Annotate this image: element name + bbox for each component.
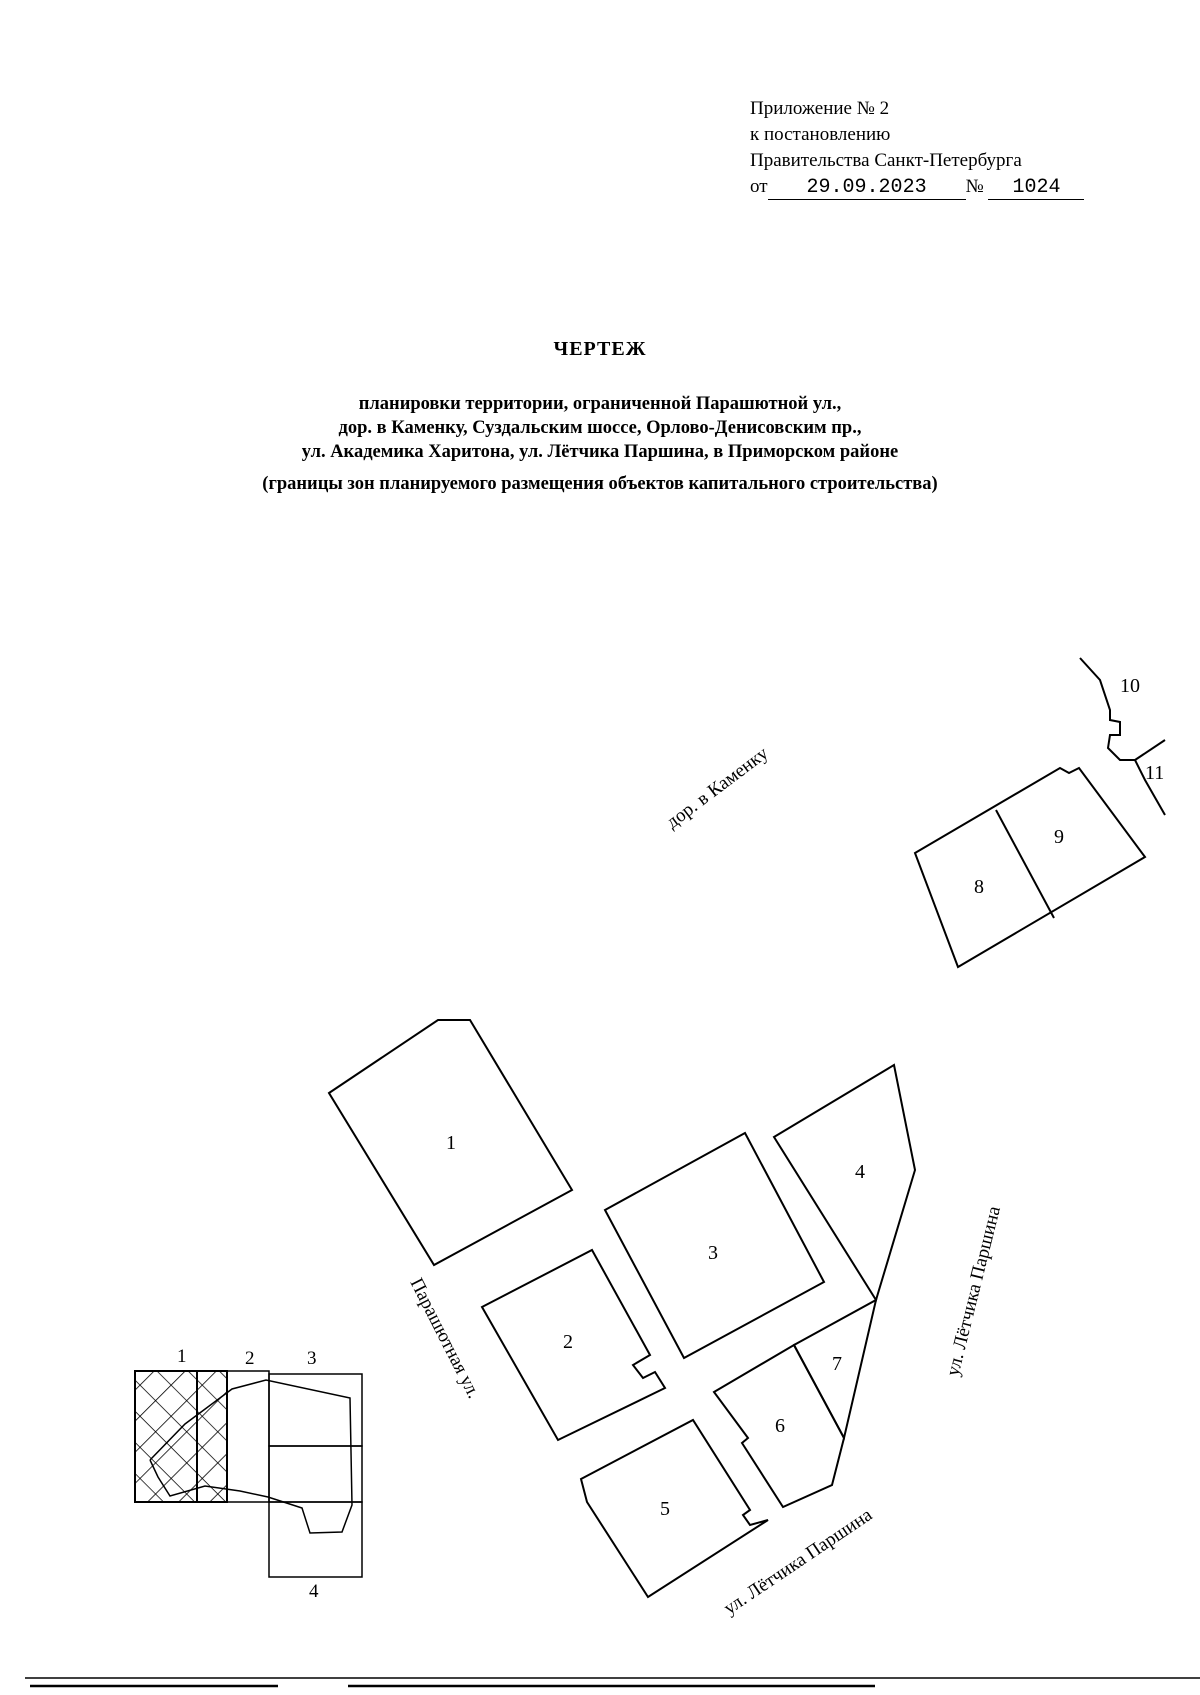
street-label-road-kamenka: дор. в Каменку [662, 742, 773, 833]
zone-label-6: 6 [775, 1415, 785, 1437]
subtitle-line-2: дор. в Каменку, Суздальским шоссе, Орлово-Денисовским пр., [338, 418, 862, 438]
zone-label-9: 9 [1054, 826, 1064, 848]
zone-label-10: 10 [1120, 675, 1140, 697]
zone-5-boundary [581, 1420, 768, 1597]
zone-label-7: 7 [832, 1353, 842, 1375]
zone-label-1: 1 [446, 1132, 456, 1154]
street-label-parashyutnaya: Парашютная ул. [405, 1274, 485, 1402]
zone-label-4: 4 [855, 1161, 865, 1183]
document-parenthetical: (границы зон планируемого размещения объектов капитального строительства) [262, 474, 938, 494]
subtitle-line-1: планировки территории, ограниченной Парашютной ул., [358, 394, 842, 414]
zone-label-2: 2 [563, 1331, 573, 1353]
zone-8-9-divider [996, 810, 1054, 918]
key-map-hatched-area [135, 1371, 227, 1502]
zone-label-8: 8 [974, 876, 984, 898]
zone-11-boundary [1135, 740, 1165, 760]
key-map [135, 1346, 362, 1602]
zone-8-9-boundary [915, 768, 1145, 967]
date-prefix: от [750, 176, 768, 197]
zone-label-11: 11 [1145, 762, 1165, 784]
zone-2-boundary [482, 1250, 665, 1440]
document-title: ЧЕРТЕЖ [553, 338, 647, 360]
zone-4-boundary [774, 1065, 915, 1300]
annex-line-1: Приложение № 2 [750, 98, 890, 119]
resolution-number: 1024 [988, 177, 1084, 200]
number-prefix: № [965, 176, 984, 197]
key-map-label-2: 2 [245, 1348, 255, 1369]
street-label-letchika-parshina-south: ул. Лётчика Паршина [720, 1504, 877, 1620]
resolution-date: 29.09.2023 [768, 177, 966, 200]
zone-label-5: 5 [660, 1498, 670, 1520]
annex-line-3: Правительства Санкт-Петербурга [750, 150, 1022, 171]
subtitle-line-3: ул. Академика Харитона, ул. Лётчика Паршина, в Приморском районе [301, 442, 899, 462]
zone-10-boundary [1080, 658, 1135, 760]
annex-line-2: к постановлению [750, 124, 891, 145]
key-map-label-1: 1 [177, 1346, 187, 1367]
zone-label-3: 3 [708, 1242, 718, 1264]
key-map-label-3: 3 [307, 1348, 317, 1369]
street-label-letchika-parshina-east: ул. Лётчика Паршина [942, 1204, 1005, 1379]
key-map-label-4: 4 [309, 1581, 319, 1602]
